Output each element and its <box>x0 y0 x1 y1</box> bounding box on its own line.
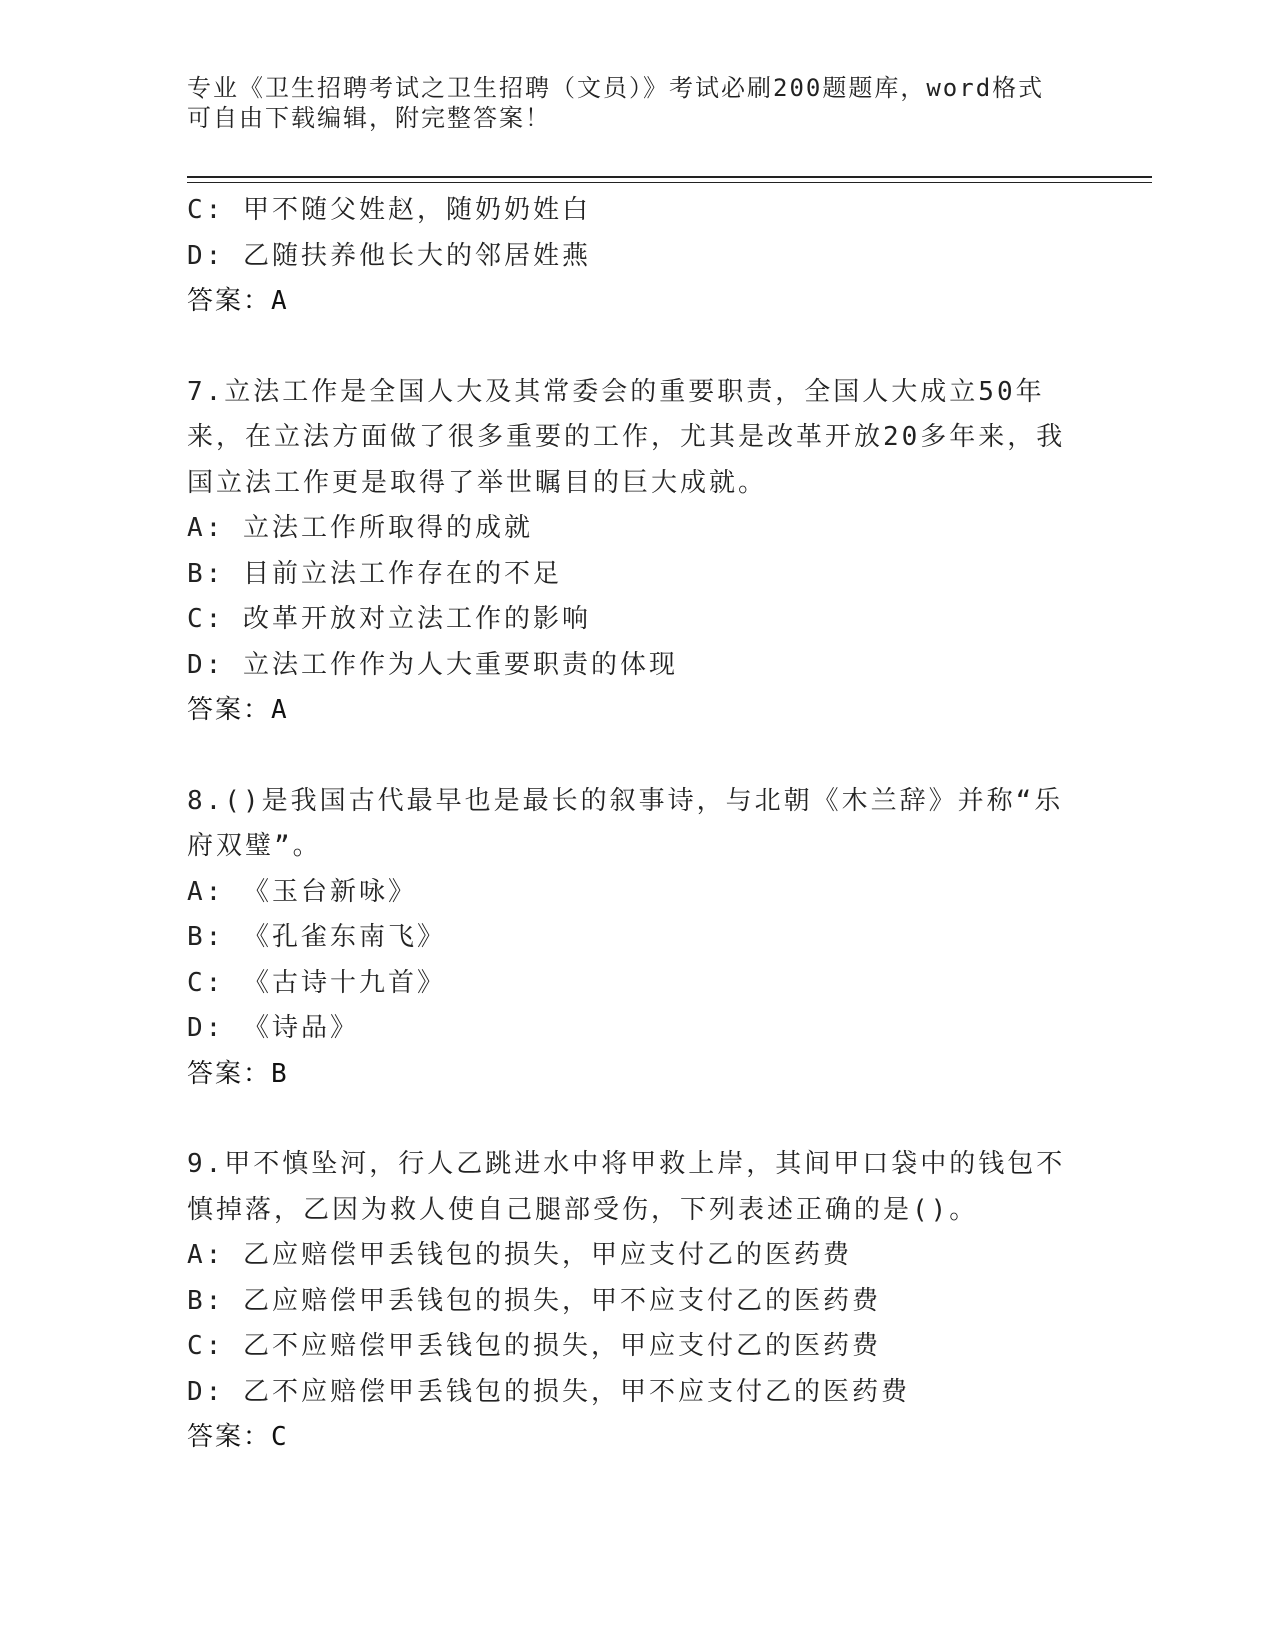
option-d: D: 乙随扶养他长大的邻居姓燕 <box>187 240 591 271</box>
option-c: C: 《古诗十九首》 <box>187 967 446 998</box>
option-b: B: 乙应赔偿甲丢钱包的损失，甲不应支付乙的医药费 <box>187 1285 881 1316</box>
answer-label: 答案： <box>187 1422 272 1452</box>
answer-label: 答案： <box>187 695 272 725</box>
question-7 <box>187 370 1072 734</box>
option-d: D: 立法工作作为人大重要职责的体现 <box>187 649 678 680</box>
header-rule-thin <box>187 182 1152 183</box>
spacer <box>187 1097 1072 1142</box>
answer-value: A <box>271 286 289 316</box>
question-stem: 9.甲不慎坠河，行人乙跳进水中将甲救上岸，其间甲口袋中的钱包不慎掉落，乙因为救人使自己腿部受伤，下列表述正确的是()。 <box>187 1149 1066 1225</box>
document-header: 专业《卫生招聘考试之卫生招聘（文员）》考试必刷200题题库，word格式可自由下载编辑，附完整答案！ <box>187 74 1045 132</box>
answer-line <box>187 688 1072 734</box>
answer-line <box>187 1415 1072 1461</box>
answer-value: A <box>271 695 289 725</box>
answer-label: 答案： <box>187 286 272 316</box>
option-c: C: 甲不随父姓赵，随奶奶姓白 <box>187 195 591 225</box>
answer-label: 答案： <box>187 1058 272 1089</box>
header-rule-thick <box>187 176 1152 178</box>
spacer <box>187 734 1072 779</box>
option-c: C: 乙不应赔偿甲丢钱包的损失，甲应支付乙的医药费 <box>187 1331 881 1361</box>
spacer <box>187 325 1072 370</box>
question-9 <box>187 1142 1072 1461</box>
answer-line <box>187 1052 1072 1098</box>
option-b: B: 目前立法工作存在的不足 <box>187 558 562 589</box>
question-stem: 8.()是我国古代最早也是最长的叙事诗，与北朝《木兰辞》并称“乐府双璧”。 <box>187 785 1064 861</box>
answer-line <box>187 279 1072 325</box>
option-b: B: 《孔雀东南飞》 <box>187 922 446 952</box>
answer-value: C <box>271 1422 289 1452</box>
option-a: A: 立法工作所取得的成就 <box>187 513 533 543</box>
answer-value: B <box>271 1058 289 1089</box>
option-d: D: 《诗品》 <box>187 1013 359 1043</box>
question-stem: 7.立法工作是全国人大及其常委会的重要职责，全国人大成立50年来，在立法方面做了很多重要的工作，尤其是改革开放20多年来，我国立法工作更是取得了举世瞩目的巨大成就。 <box>187 376 1066 498</box>
previous-question-tail <box>187 188 1072 325</box>
option-c: C: 改革开放对立法工作的影响 <box>187 604 591 634</box>
option-d: D: 乙不应赔偿甲丢钱包的损失，甲不应支付乙的医药费 <box>187 1376 910 1407</box>
question-content <box>187 188 1072 1461</box>
question-8 <box>187 779 1072 1098</box>
option-a: A: 《玉台新咏》 <box>187 876 417 907</box>
option-a: A: 乙应赔偿甲丢钱包的损失，甲应支付乙的医药费 <box>187 1240 852 1270</box>
